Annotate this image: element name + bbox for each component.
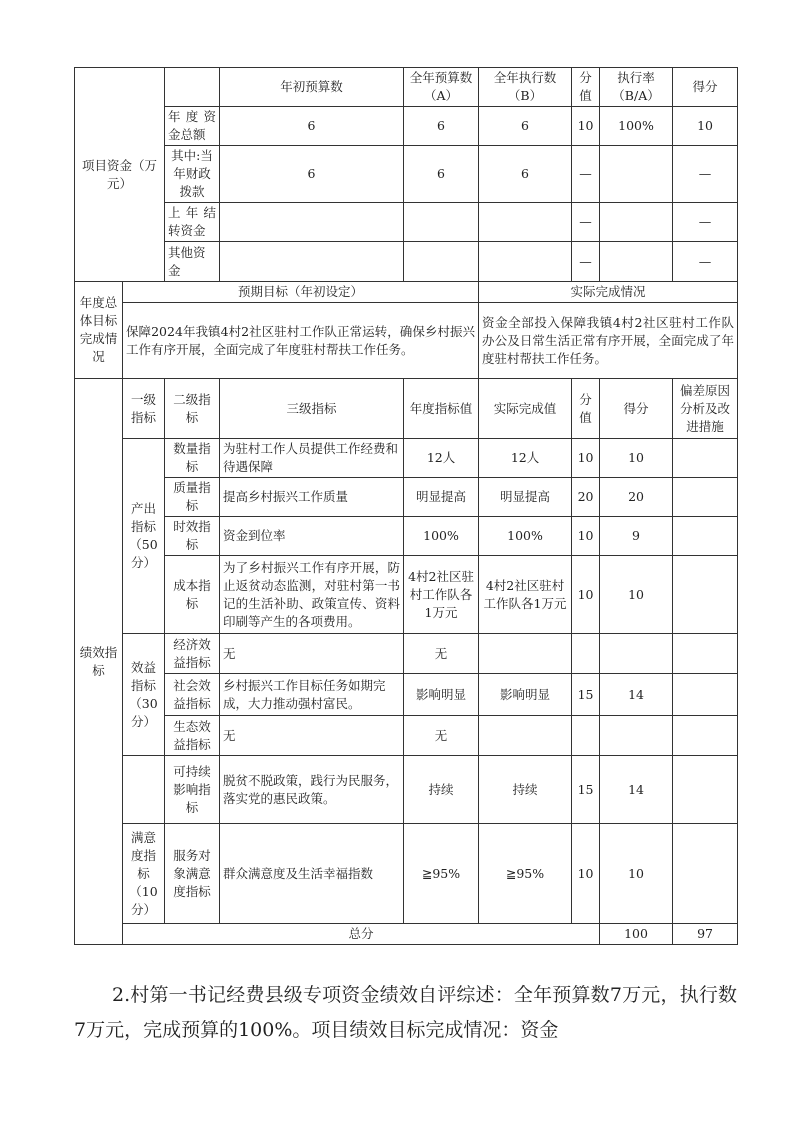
goals-label: 年度总体目标完成情况	[75, 282, 123, 379]
funds-label: 项目资金（万元）	[75, 68, 165, 282]
funds-row: 其他资金 — —	[75, 242, 738, 282]
funds-row: 其中:当年财政拨款 6 6 6 — —	[75, 146, 738, 203]
table-row: 满意度指标（10分） 服务对象满意度指标 群众满意度及生活幸福指数 ≧95% ≧95% 10 10	[75, 824, 738, 924]
table-row: 可持续影响指标 脱贫不脱政策，践行为民服务，落实党的惠民政策。 持续 持续 15 14	[75, 756, 738, 824]
actual-result: 资金全部投入保障我镇4村2社区驻村工作队办公及日常生活正常有序开展，全面完成了年度驻村帮扶工作任务。	[479, 303, 738, 379]
table-row: 社会效益指标 乡村振兴工作目标任务如期完成，大力推动强村富民。 影响明显 影响明显 15 14	[75, 674, 738, 716]
header-score: 得分	[673, 68, 738, 107]
table-row: 时效指标 资金到位率 100% 100% 10 9	[75, 517, 738, 556]
table-row: 质量指标 提高乡村振兴工作质量 明显提高 明显提高 20 20	[75, 478, 738, 517]
header-rate: 执行率（B/A）	[600, 68, 673, 107]
performance-table: 项目资金（万元） 年初预算数 全年预算数（A） 全年执行数（B） 分值 执行率（B/A） 得分 年度资金总额 6 6 6 10 100% 10 其中:当年财政拨款 6 6 6 — — 上年结转资金 — — 其他资金 — — 年度总体目标完成情况 预期目标（年初设定） 实际完成情况 保障2024年我镇4村2社区驻村工作队正常运转，确保乡村振兴工作有序开展，全面完成了年度驻村帮扶工作任务。 资金全部投入保障我镇4村2社区驻村工作队办公及日常生活正常有序开展，全面完成了年度驻村帮扶工作任务。 绩效指标 一级指标 二级指标 三级指标 年度指标值 实际完成值 分值 得分 偏差原因分析及改进措施 产出指标（50分） 数量指标 为驻村工作人员提供工作经费和待遇保障 12人 12人 10 10 质量指标 提高乡村振兴工作质量 明显提高 明显提高 20 20 时效指标 资金到位率 100% 100% 10 9 成本指标 为了乡村振兴工作有序开展，防止返贫动态监测，对驻村第一书记的生活补助、政策宣传、资料印刷等产生的各项费用。 4村2社区驻村工作队各1万元 4村2社区驻村工作队各1万元 10 10 效益指标（30分） 经济效益指标 无 无 社会效益指标 乡村振兴工作目标任务如期完成，大力推动强村富民。 影响明显 影响明显 15 14 生态效益指标 无 无 可持续影响指标 脱贫不脱政策，践行为民服务，落实党的惠民政策。 持续 持续 15 14 满意度指标（10分） 服务对象满意度指标 群众满意度及生活幸福指数 ≧95% ≧95% 10 10 总分 100 97	[74, 67, 738, 945]
table-row: 效益指标（30分） 经济效益指标 无 无	[75, 634, 738, 674]
total-row: 总分 100 97	[75, 924, 738, 945]
table-row: 产出指标（50分） 数量指标 为驻村工作人员提供工作经费和待遇保障 12人 12人 10 10	[75, 439, 738, 478]
header-budget: 全年预算数（A）	[404, 68, 479, 107]
table-row: 成本指标 为了乡村振兴工作有序开展，防止返贫动态监测，对驻村第一书记的生活补助、政策宣传、资料印刷等产生的各项费用。 4村2社区驻村工作队各1万元 4村2社区驻村工作队各1万元 10 10	[75, 556, 738, 634]
expected-goal: 保障2024年我镇4村2社区驻村工作队正常运转，确保乡村振兴工作有序开展，全面完成了年度驻村帮扶工作任务。	[123, 303, 479, 379]
expected-header: 预期目标（年初设定）	[123, 282, 479, 303]
funds-row: 年度资金总额 6 6 6 10 100% 10	[75, 107, 738, 146]
perf-label: 绩效指标	[75, 379, 123, 945]
summary-paragraph: 2.村第一书记经费县级专项资金绩效自评综述：全年预算数7万元，执行数7万元，完成预算的100%。项目绩效目标完成情况：资金	[74, 984, 737, 1041]
actual-header: 实际完成情况	[479, 282, 738, 303]
funds-row: 上年结转资金 — —	[75, 203, 738, 242]
header-exec: 全年执行数（B）	[479, 68, 572, 107]
header-value: 分值	[572, 68, 600, 107]
table-row: 生态效益指标 无 无	[75, 716, 738, 756]
header-initial: 年初预算数	[220, 68, 404, 107]
